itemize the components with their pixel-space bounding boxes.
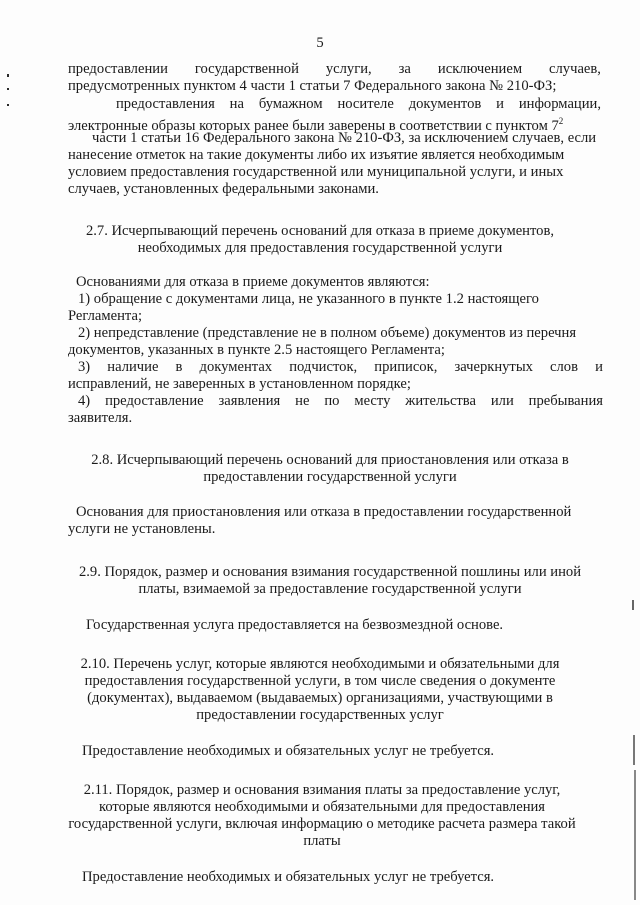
word: не	[295, 393, 310, 409]
word: документов	[408, 96, 482, 112]
section-2-8-heading-1: 2.8. Исчерпывающий перечень оснований для приостановления или отказа в	[91, 452, 569, 468]
word: государственной	[194, 61, 299, 77]
word: исключением	[437, 61, 523, 77]
item-2-line-1: 2) непредставление (представление не в полном объеме) документов из перечня	[78, 325, 577, 341]
word: 4)	[78, 393, 91, 409]
section-2-11-heading-3: государственной услуги, включая информацию о методике расчета размера такой	[68, 816, 576, 832]
item-4-line-1	[78, 393, 603, 410]
section-2-9-heading-2: платы, взимаемой за предоставление государственной услуги	[138, 581, 522, 597]
page-number: 5	[316, 35, 324, 51]
word: носителе	[337, 96, 394, 112]
intro-line-6: нанесение отметок на такие документы либо их изъятие является необходимым	[68, 147, 565, 163]
word: подчисток,	[289, 359, 358, 375]
section-2-8-text-2: услуги не установлены.	[68, 521, 216, 537]
word: зачеркнутых	[454, 359, 533, 375]
word: или	[490, 393, 514, 409]
word: предоставлении	[68, 61, 168, 77]
section-2-8-text-1: Основания для приостановления или отказа в предоставлении государственной	[76, 504, 572, 520]
word: и	[595, 359, 603, 375]
word: в	[175, 359, 183, 375]
word: на	[229, 96, 244, 112]
word: за	[398, 61, 411, 77]
word: приписок,	[374, 359, 438, 375]
intro-line-1	[68, 61, 601, 78]
section-2-10-heading-1: 2.10. Перечень услуг, которые являются необходимыми и обязательными для	[80, 656, 560, 672]
word: слов	[550, 359, 578, 375]
scan-mark	[7, 88, 9, 90]
item-4-line-2: заявителя.	[68, 410, 133, 426]
section-2-8-heading-2: предоставлении государственной услуги	[203, 469, 457, 485]
intro-line-3	[116, 96, 601, 113]
section-2-11-text: Предоставление необходимых и обязательных услуг не требуется.	[82, 869, 495, 885]
word: месту	[354, 393, 391, 409]
intro-line-2: предусмотренных пунктом 4 части 1 статьи 7 Федерального закона № 210-ФЗ;	[68, 78, 557, 94]
word: предоставления	[116, 96, 215, 112]
word: заявления	[218, 393, 281, 409]
section-2-11-heading-1: 2.11. Порядок, размер и основания взимания платы за предоставление услуг,	[83, 782, 561, 798]
scan-mark	[7, 74, 9, 77]
word: документах	[199, 359, 273, 375]
scan-mark	[634, 770, 636, 900]
section-2-11-heading-4: платы	[303, 833, 341, 849]
word: бумажном	[258, 96, 323, 112]
word: и	[496, 96, 504, 112]
section-2-10-heading-3: (документах), выдаваемом (выдаваемых) организациями, участвующими в	[87, 690, 553, 706]
section-2-7-heading-1: 2.7. Исчерпывающий перечень оснований для отказа в приеме документов,	[85, 223, 555, 239]
word: по	[324, 393, 340, 409]
section-2-7-lead: Основаниями для отказа в приеме документов являются:	[76, 274, 430, 290]
section-2-11-heading-2: которые являются необходимыми и обязательными для предоставления	[98, 799, 546, 815]
item-2-line-2: документов, указанных в пункте 2.5 настоящего Регламента;	[68, 342, 445, 358]
section-2-10-heading-2: предоставления государственной услуги, в том числе сведения о документе	[84, 673, 556, 689]
word: наличие	[107, 359, 159, 375]
superscript: 2	[558, 116, 564, 126]
word: 3)	[78, 359, 91, 375]
scan-mark	[632, 600, 634, 610]
item-3-line-1	[78, 359, 603, 376]
word: жительства	[405, 393, 476, 409]
word: пребывания	[528, 393, 603, 409]
section-2-10-text: Предоставление необходимых и обязательных услуг не требуется.	[82, 743, 495, 759]
section-2-7-heading-2: необходимых для предоставления государственной услуги	[137, 240, 503, 256]
word: предоставление	[105, 393, 204, 409]
word: случаев,	[549, 61, 601, 77]
word: информации,	[518, 96, 601, 112]
item-1-line-2: Регламента;	[68, 308, 143, 324]
text: электронные образы которых ранее были заверены в соответствии с пунктом 7	[68, 117, 559, 134]
scan-mark	[633, 735, 635, 765]
section-2-9-heading-1: 2.9. Порядок, размер и основания взимания государственной пошлины или иной	[78, 564, 582, 580]
word: услуги,	[325, 61, 372, 77]
item-3-line-2: исправлений, не заверенных в установленном порядке;	[68, 376, 411, 392]
intro-line-5: части 1 статьи 16 Федерального закона № 210-ФЗ, за исключением случаев, если	[92, 130, 597, 146]
section-2-10-heading-4: предоставлении государственных услуг	[196, 707, 444, 723]
item-1-line-1: 1) обращение с документами лица, не указанного в пункте 1.2 настоящего	[78, 291, 539, 307]
intro-line-7: условием предоставления государственной или муниципальной услуги, и иных	[68, 164, 564, 180]
intro-line-8: случаев, установленных федеральными законами.	[68, 181, 379, 197]
section-2-9-text: Государственная услуга предоставляется на безвозмездной основе.	[86, 617, 504, 633]
scan-mark	[7, 104, 9, 106]
